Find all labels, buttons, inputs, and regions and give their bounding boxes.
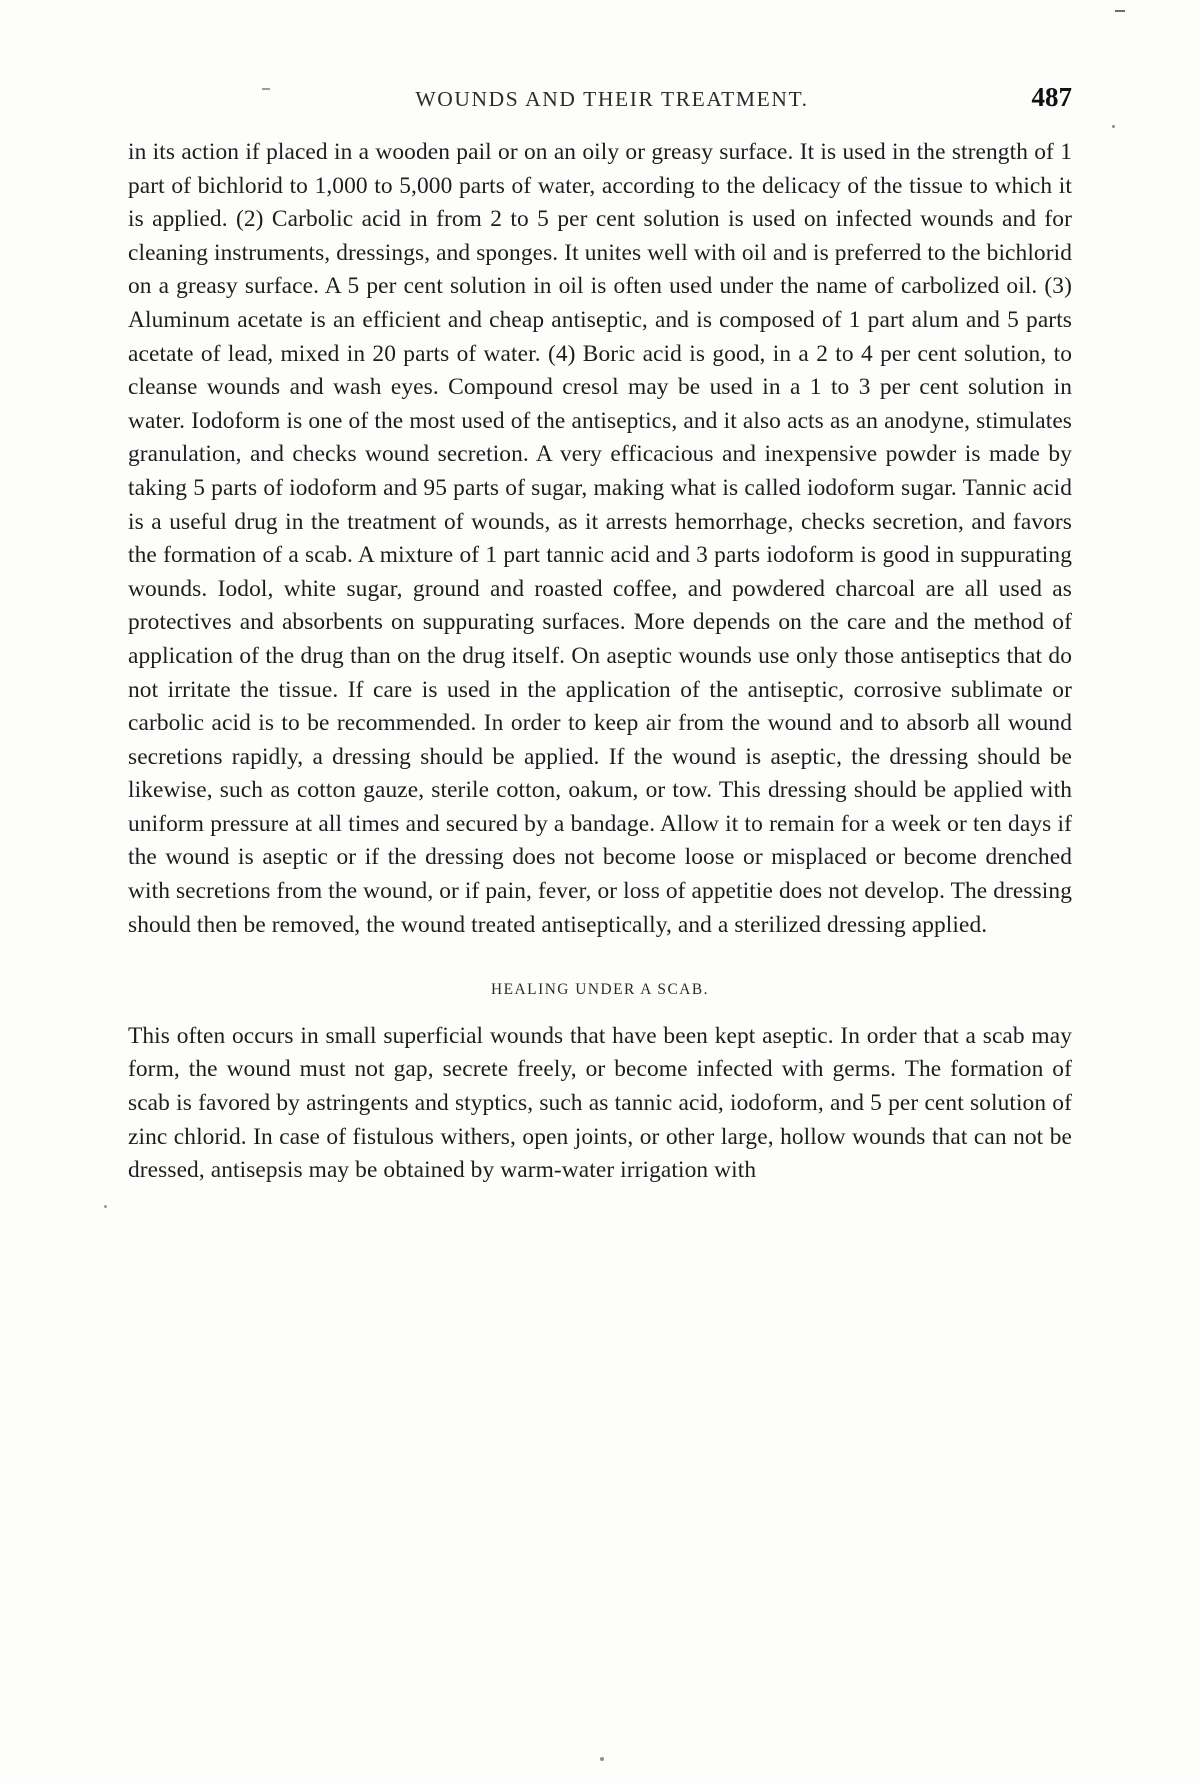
page-edge-mark-top bbox=[1115, 10, 1125, 12]
paragraph-healing-under-a-scab: This often occurs in small superficial wounds that have been kept aseptic. In order that a scab may form, the wound must not gap, secrete freely, or become infected with germs. The formation of scab is favored by astringents and styptics, such as tannic acid, iodoform, and 5 per cent solution of zinc chlorid. In case of fistulous withers, open joints, or other large, hollow wounds that can not be dressed, antisepsis may be obtained by warm-water irrigation with bbox=[128, 1022, 1072, 1184]
page-edge-mark-left bbox=[104, 1205, 107, 1208]
section-heading-healing-under-a-scab: HEALING UNDER A SCAB. bbox=[491, 981, 709, 999]
page-edge-mark-bottom bbox=[600, 1757, 604, 1761]
page-number: 487 bbox=[1031, 82, 1072, 112]
page-body bbox=[128, 136, 1072, 1188]
page-edge-mark-right bbox=[1112, 125, 1115, 128]
paragraph-antiseptics: in its action if placed in a wooden pail or on an oily or greasy surface. It is used in the strength of 1 part of bichlorid to 1,000 to 5,000 parts of water, according to the delicacy of the tissue to which it is applied. (2) Carbolic acid in from 2 to 5 per cent solution is used on infected wounds and for cleaning instruments, dressings, and sponges. It unites well with oil and is preferred to the bichlorid on a greasy surface. A 5 per cent solution in oil is often used under the name of carbolized oil. (3) Aluminum acetate is an efficient and cheap antiseptic, and is composed of 1 part alum and 5 parts acetate of lead, mixed in 20 parts of water. (4) Boric acid is good, in a 2 to 4 per cent solution, to cleanse wounds and wash eyes. Compound cresol may be used in a 1 to 3 per cent solution in water. Iodoform is one of the most used of the antiseptics, and it also acts as an anodyne, stimulates granulation, and checks wound secretion. A very efficacious and inexpensive powder is made by taking 5 parts of iodoform and 95 parts of sugar, making what is called iodoform sugar. Tannic acid is a useful drug in the treatment of wounds, as it arrests hemorrhage, checks secretion, and favors the formation of a scab. A mixture of 1 part tannic acid and 3 parts iodoform is good in suppurating wounds. Iodol, white sugar, ground and roasted coffee, and powdered charcoal are all used as protectives and absorbents on suppurating surfaces. More depends on the care and the method of application of the drug than on the drug itself. On aseptic wounds use only those antiseptics that do not irritate the tissue. If care is used in the application of the antiseptic, corrosive sublimate or carbolic acid is to be recommended. In order to keep air from the wound and to absorb all wound secretions rapidly, a dressing should be applied. If the wound is aseptic, the dressing should be likewise, such as cotton gauze, sterile cotton, oakum, or tow. This dressing should be applied with uniform pressure at all times and secured by a bandage. Allow it to remain for a week or ten days if the wound is aseptic or if the dressing does not become loose or misplaced or become drenched with secretions from the wound, or if pain, fever, or loss of appetitie does not develop. The dressing should then be removed, the wound treated antiseptically, and a sterilized dressing applied. bbox=[128, 139, 1072, 938]
page-header bbox=[128, 82, 1072, 113]
running-head: WOUNDS AND THEIR TREATMENT. bbox=[415, 87, 809, 111]
